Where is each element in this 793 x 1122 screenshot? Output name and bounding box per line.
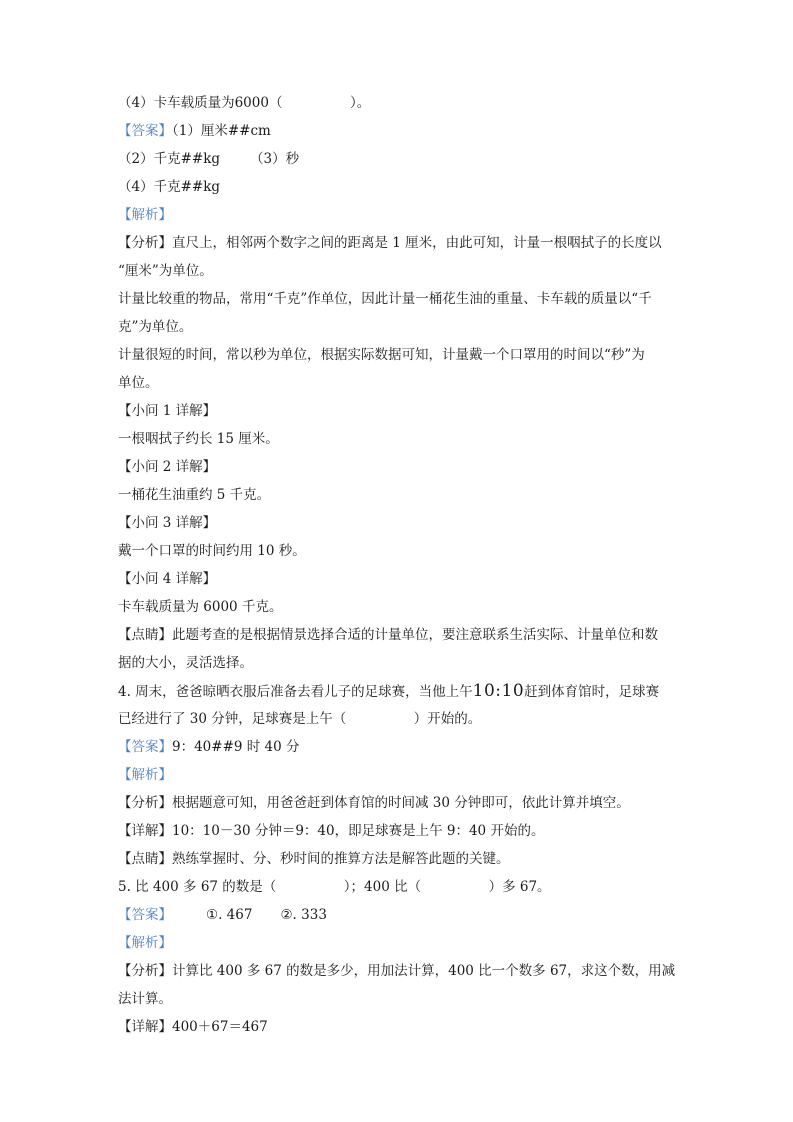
q3-fenxi-line1 xyxy=(118,234,683,252)
section-label: 【点睛】 xyxy=(118,851,172,867)
q3-para2-line1: 计量比较重的物品，常用“千克”作单位，因此计量一桶花生油的重量、卡车载的质量以“千 xyxy=(118,291,652,307)
q3-part4-question xyxy=(118,94,683,112)
section-label: 【详解】 xyxy=(118,823,172,839)
question-text: （4）卡车载质量为6000（ ）。 xyxy=(118,95,371,111)
q3-para2-line2: 克”为单位。 xyxy=(118,319,193,335)
q3-para3-line2: 单位。 xyxy=(118,375,159,391)
q3-analysis-label: 【解析】 xyxy=(118,207,172,223)
q3-answer-line1 xyxy=(118,122,683,140)
answer-text: （1）厘米##cm xyxy=(172,123,271,139)
section-label: 【详解】 xyxy=(118,1019,172,1035)
paragraph-text: 400＋67＝467 xyxy=(172,1019,268,1035)
q5-xiangjie xyxy=(118,1018,683,1036)
q3-sub1-text: 一根咽拭子约长 15 厘米。 xyxy=(118,431,279,447)
paragraph-text: 熟练掌握时、分、秒时间的推算方法是解答此题的关键。 xyxy=(172,851,510,867)
q5-question: 5. 比 400 多 67 的数是（ ）；400 比（ ）多 67。 xyxy=(118,879,551,895)
paragraph-text: 计算比 400 多 67 的数是多少，用加法计算，400 比一个数多 67，求这个数，用减 xyxy=(172,963,676,979)
paragraph-text: 直尺上，相邻两个数字之间的距离是 1 厘米，由此可知，计量一根咽拭子的长度以 xyxy=(172,235,662,251)
q5-fenxi-line2: 法计算。 xyxy=(118,991,172,1007)
q4-xiangjie xyxy=(118,822,683,840)
q3-sub4-label: 【小问 4 详解】 xyxy=(118,571,217,587)
section-label: 【分析】 xyxy=(118,963,172,979)
answer-label: 【答案】 xyxy=(118,123,172,139)
answer-text: 9：40##9 时 40 分 xyxy=(172,739,300,755)
answer-text: （2）千克##kg xyxy=(118,151,221,167)
q5-fenxi-line1 xyxy=(118,962,683,980)
q5-analysis-label: 【解析】 xyxy=(118,935,172,951)
q3-sub2-label: 【小问 2 详解】 xyxy=(118,459,217,475)
q4-question-line1 xyxy=(118,682,683,701)
time-value: 10:10 xyxy=(472,681,525,701)
q3-dianjing-line2: 据的大小，灵活选择。 xyxy=(118,655,253,671)
answer-text: （3）秒 xyxy=(250,151,300,167)
q3-sub4-text: 卡车载质量为 6000 千克。 xyxy=(118,599,283,615)
q3-para3-line1: 计量很短的时间，常以秒为单位，根据实际数据可知，计量戴一个口罩用的时间以“秒”为 xyxy=(118,347,645,363)
q3-fenxi-line2: “厘米”为单位。 xyxy=(118,263,213,279)
q4-dianjing xyxy=(118,850,683,868)
q3-dianjing-line1 xyxy=(118,626,683,644)
paragraph-text: 10：10－30 分钟＝9：40，即足球赛是上午 9：40 开始的。 xyxy=(172,823,545,839)
answer-label: 【答案】 xyxy=(118,739,172,755)
paragraph-text: 根据题意可知，用爸爸赶到体育馆的时间减 30 分钟即可，依此计算并填空。 xyxy=(172,795,630,811)
q4-fenxi xyxy=(118,794,683,812)
q3-sub3-label: 【小问 3 详解】 xyxy=(118,515,217,531)
answer-label: 【答案】 xyxy=(118,907,172,923)
section-label: 【点睛】 xyxy=(118,627,172,643)
q4-question-line2: 已经进行了 30 分钟，足球赛是上午（ ）开始的。 xyxy=(118,711,482,727)
answer-option-2: ②. 333 xyxy=(280,907,327,923)
question-text: 赶到体育馆时，足球赛 xyxy=(524,684,660,700)
section-label: 【分析】 xyxy=(118,235,172,251)
answer-option-1: ①. 467 xyxy=(206,907,253,923)
q3-answer-line3 xyxy=(118,178,683,196)
q3-sub3-text: 戴一个口罩的时间约用 10 秒。 xyxy=(118,543,306,559)
section-label: 【分析】 xyxy=(118,795,172,811)
q3-answer-line2 xyxy=(118,150,683,168)
q3-sub2-text: 一桶花生油重约 5 千克。 xyxy=(118,487,271,503)
q3-sub1-label: 【小问 1 详解】 xyxy=(118,403,217,419)
answer-text: （4）千克##kg xyxy=(118,179,221,195)
question-text: 4. 周末，爸爸晾晒衣服后准备去看儿子的足球赛，当他上午 xyxy=(118,684,473,700)
q4-answer xyxy=(118,738,683,756)
q4-analysis-label: 【解析】 xyxy=(118,767,172,783)
q5-answer xyxy=(118,906,683,924)
paragraph-text: 此题考查的是根据情景选择合适的计量单位，要注意联系生活实际、计量单位和数 xyxy=(172,627,658,643)
